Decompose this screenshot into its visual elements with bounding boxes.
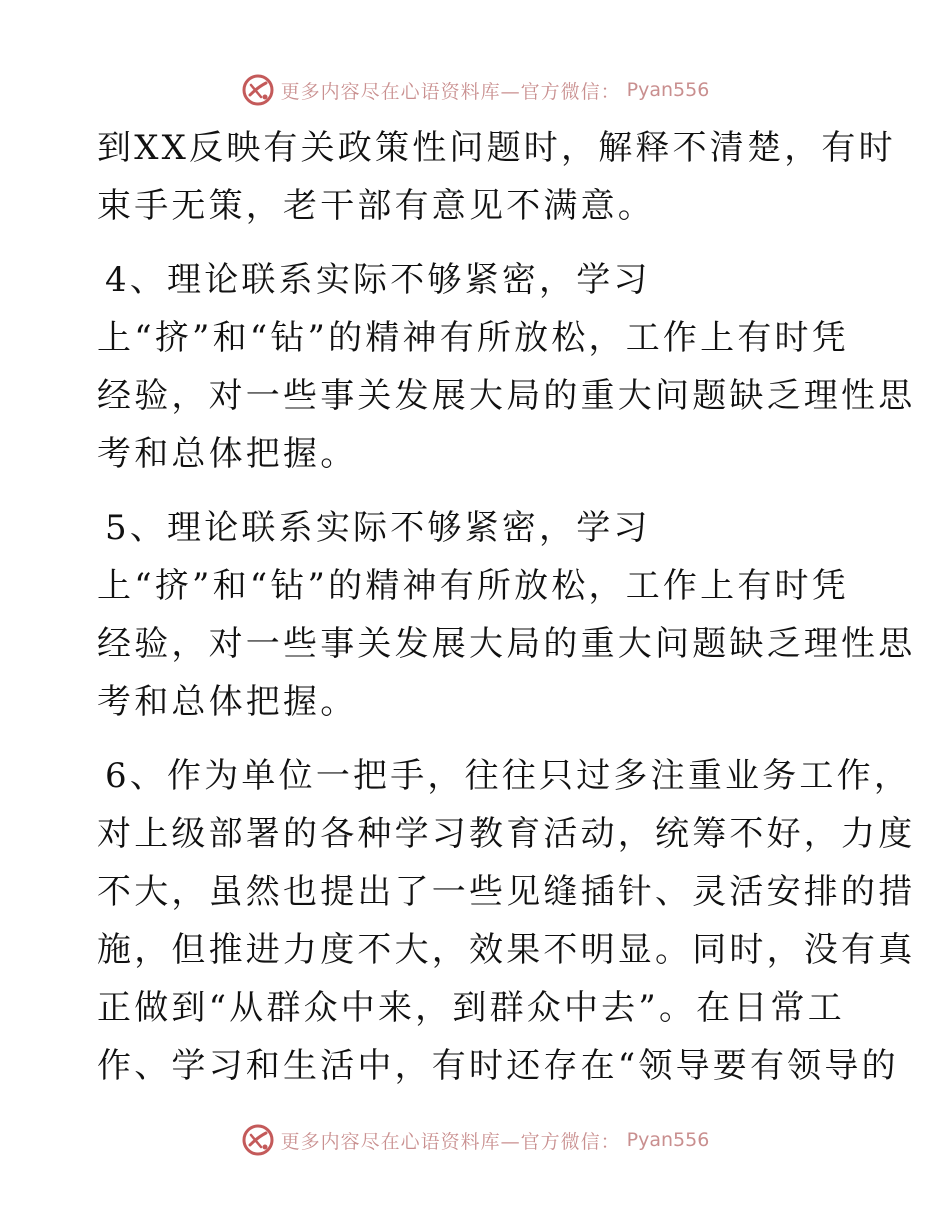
body-line: 作、学习和生活中，有时还存在“领导要有领导的: [97, 1046, 899, 1086]
body-line: 上“挤”和“钻”的精神有所放松，工作上有时凭: [97, 566, 849, 606]
book-pen-logo-icon: [241, 73, 275, 107]
body-line: 对上级部署的各种学习教育活动，统筹不好，力度: [97, 814, 916, 854]
body-line: 经验，对一些事关发展大局的重大问题缺乏理性思: [97, 376, 916, 416]
watermark-text: 更多内容尽在心语资料库—官方微信：: [280, 1130, 621, 1153]
header-watermark: [0, 70, 950, 110]
body-line: 施，但推进力度不大，效果不明显。同时，没有真: [97, 930, 916, 970]
item-6-heading: 6、作为单位一把手，往往只过多注重业务工作，: [105, 756, 912, 796]
item-5-heading: 5、理论联系实际不够紧密，学习: [105, 508, 651, 548]
body-line: 束手无策，老干部有意见不满意。: [97, 186, 655, 226]
body-line: 到XX反映有关政策性问题时，解释不清楚，有时: [97, 128, 896, 168]
watermark-wechat-id: Pyan556: [626, 79, 710, 101]
footer-watermark: [0, 1120, 950, 1160]
body-line: 正做到“从群众中来，到群众中去”。在日常工: [97, 988, 845, 1028]
watermark-text: 更多内容尽在心语资料库—官方微信：: [280, 80, 621, 103]
body-line: 考和总体把握。: [97, 682, 358, 722]
body-line: 考和总体把握。: [97, 434, 358, 474]
body-line: 不大，虽然也提出了一些见缝插针、灵活安排的措: [97, 872, 916, 912]
item-4-heading: 4、理论联系实际不够紧密，学习: [105, 260, 651, 300]
watermark-wechat-id: Pyan556: [626, 1129, 710, 1151]
body-line: 经验，对一些事关发展大局的重大问题缺乏理性思: [97, 624, 916, 664]
book-pen-logo-icon: [241, 1123, 275, 1157]
body-line: 上“挤”和“钻”的精神有所放松，工作上有时凭: [97, 318, 849, 358]
